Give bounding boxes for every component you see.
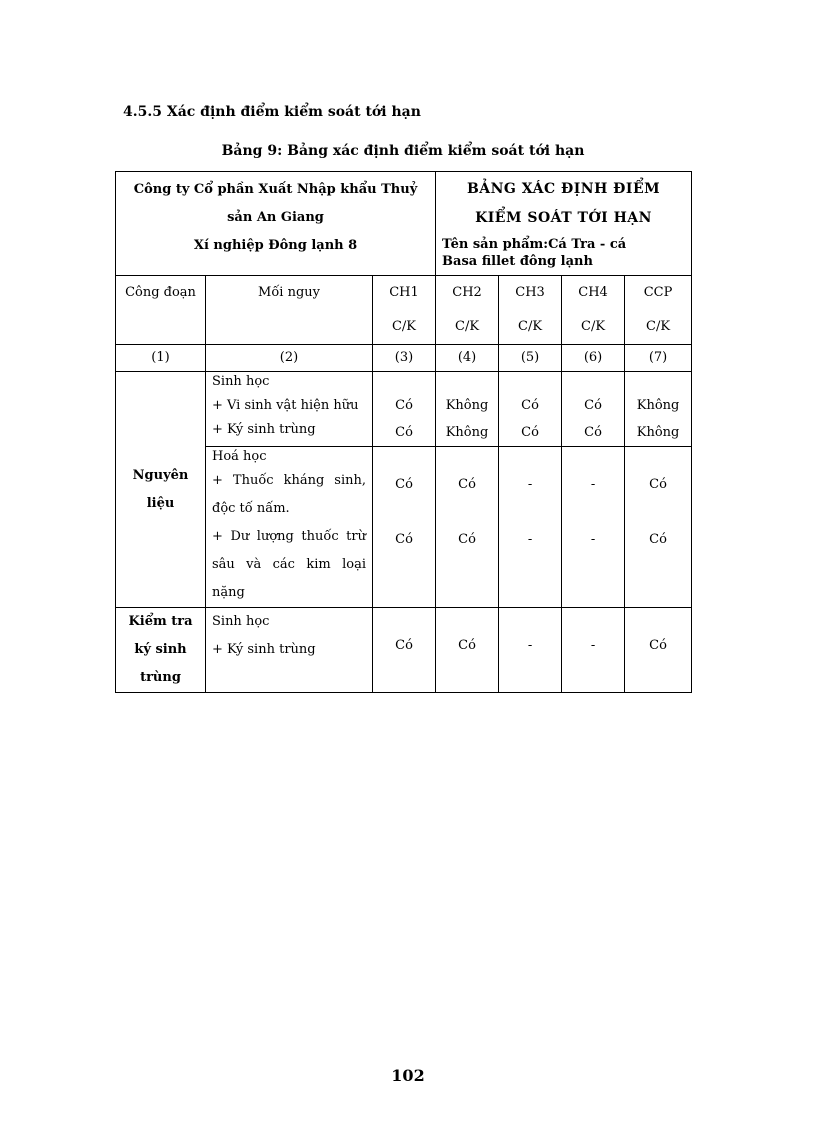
table-title-line1: BẢNG XÁC ĐỊNH ĐIỂM bbox=[466, 181, 661, 197]
answer-cell: - bbox=[499, 608, 562, 693]
column-number: (5) bbox=[499, 345, 562, 372]
table-row bbox=[116, 372, 692, 447]
column-number: (6) bbox=[562, 345, 625, 372]
factory-name: Xí nghiệp Đông lạnh 8 bbox=[193, 238, 358, 253]
column-label: Công đoạn bbox=[125, 285, 196, 300]
product-name-line1: Tên sản phẩm:Cá Tra - cá bbox=[442, 237, 627, 252]
column-label: CH1 bbox=[389, 285, 419, 300]
hazard-item: + Dư lượng thuốc trừ sâu và các kim loại nặng bbox=[212, 529, 366, 600]
hazard-item: + Vi sinh vật hiện hữu bbox=[212, 398, 359, 413]
hazard-type: Hoá học bbox=[212, 449, 267, 464]
table-caption: Bảng 9: Bảng xác định điểm kiểm soát tới hạn bbox=[221, 143, 585, 159]
answer-cell: Có bbox=[373, 608, 436, 693]
column-header bbox=[116, 276, 206, 345]
hazard-item: + Thuốc kháng sinh, độc tố nấm. bbox=[212, 473, 366, 516]
column-number: (7) bbox=[625, 345, 692, 372]
column-sublabel: C/K bbox=[455, 319, 480, 334]
hazard-biological bbox=[206, 372, 373, 447]
column-label: CH2 bbox=[452, 285, 482, 300]
column-label: CCP bbox=[643, 285, 673, 300]
column-header bbox=[562, 276, 625, 345]
answer-cell: Có Có bbox=[373, 372, 436, 447]
company-name-line2: sản An Giang bbox=[227, 210, 324, 225]
answer-cell: Có Có bbox=[625, 447, 692, 608]
company-name-line1: Công ty Cổ phần Xuất Nhập khẩu Thuỷ bbox=[133, 182, 418, 197]
column-header-row bbox=[116, 276, 692, 345]
answer-cell: Có bbox=[436, 608, 499, 693]
answer-cell: Có Có bbox=[499, 372, 562, 447]
answer-cell: Có Có bbox=[562, 372, 625, 447]
hazard-item: + Ký sinh trùng bbox=[212, 642, 316, 657]
column-header bbox=[373, 276, 436, 345]
answer-cell: Không Không bbox=[436, 372, 499, 447]
column-number: (4) bbox=[436, 345, 499, 372]
column-sublabel: C/K bbox=[518, 319, 543, 334]
answer-cell: Có Có bbox=[373, 447, 436, 608]
hazard-item: + Ký sinh trùng bbox=[212, 422, 316, 437]
section-heading: 4.5.5 Xác định điểm kiểm soát tới hạn bbox=[123, 104, 421, 120]
column-number-row bbox=[116, 345, 692, 372]
hazard-type: Sinh học bbox=[212, 374, 270, 389]
table-title-cell bbox=[436, 172, 692, 276]
company-info-cell bbox=[116, 172, 436, 276]
column-sublabel: C/K bbox=[646, 319, 671, 334]
answer-cell: Có Có bbox=[436, 447, 499, 608]
table-header-row bbox=[116, 172, 692, 276]
answer-cell: Không Không bbox=[625, 372, 692, 447]
column-header bbox=[436, 276, 499, 345]
ccp-table bbox=[115, 171, 692, 693]
hazard-type: Sinh học bbox=[212, 614, 270, 629]
product-name-line2: Basa fillet đông lạnh bbox=[442, 254, 593, 269]
column-number: (3) bbox=[373, 345, 436, 372]
column-label: Mối nguy bbox=[258, 285, 320, 300]
table-title-line2: KIỂM SOÁT TỚI HẠN bbox=[475, 210, 652, 226]
hazard-chemical bbox=[206, 447, 373, 608]
column-header bbox=[499, 276, 562, 345]
answer-cell: - bbox=[562, 608, 625, 693]
hazard-biological bbox=[206, 608, 373, 693]
column-sublabel: C/K bbox=[391, 319, 417, 334]
column-label: CH4 bbox=[578, 285, 608, 300]
answer-cell: - - bbox=[499, 447, 562, 608]
answer-cell: - - bbox=[562, 447, 625, 608]
page-number: 102 bbox=[391, 1066, 425, 1085]
column-number: (1) bbox=[116, 345, 206, 372]
column-header bbox=[206, 276, 373, 345]
answer-cell: Có bbox=[625, 608, 692, 693]
column-label: CH3 bbox=[515, 285, 545, 300]
table-row bbox=[116, 608, 692, 693]
column-number: (2) bbox=[206, 345, 373, 372]
stage-label-nguyen-lieu: Nguyên liệu bbox=[116, 372, 206, 608]
stage-label-kiem-tra-ky-sinh-trung: Kiểm tra ký sinh trùng bbox=[116, 608, 206, 693]
column-header bbox=[625, 276, 692, 345]
column-sublabel: C/K bbox=[581, 319, 606, 334]
